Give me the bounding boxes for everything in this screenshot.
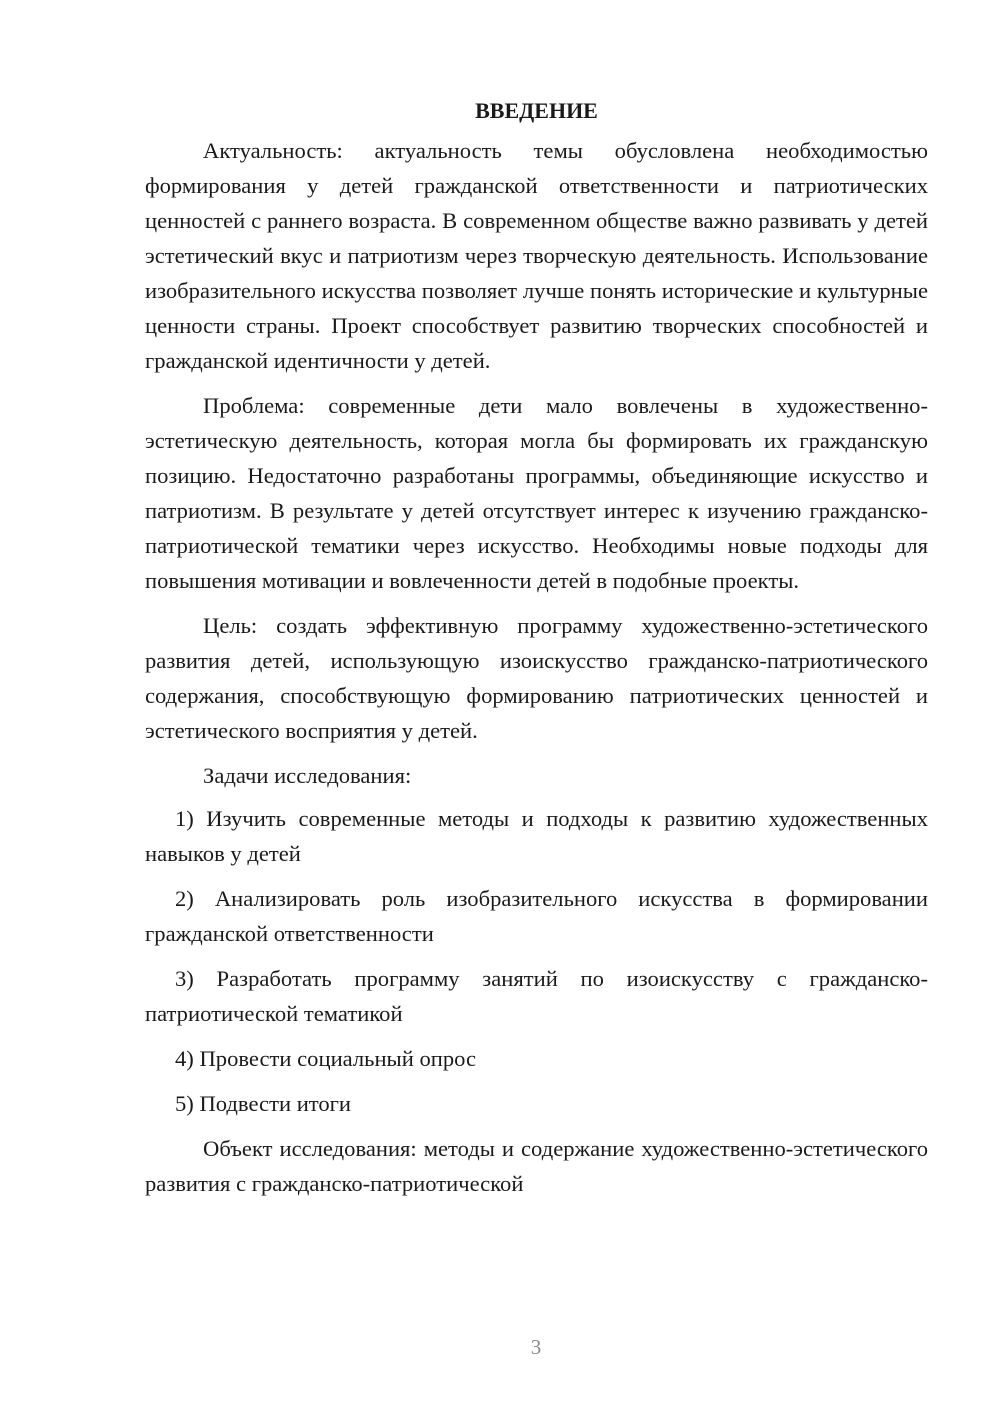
paragraph-problem: Проблема: современные дети мало вовлечены в художественно-эстетическую деятельность, которая могла бы формировать их гражданскую позицию. Недостаточно разработаны программы, объединяющие искусство и патриотизм. В результате у детей отсутствует интерес к изучению гражданско-патриотической тематики через искусство. Необходимы новые подходы для повышения мотивации и вовлеченности детей в подобные проекты. — [145, 393, 928, 593]
page-number: 3 — [530, 1335, 542, 1359]
task-item-2: 2) Анализировать роль изобразительного искусства в формировании гражданской ответственности — [145, 886, 928, 946]
paragraph-goal: Цель: создать эффективную программу художественно-эстетического развития детей, использующую изоискусство гражданско-патриотического содержания, способствующую формированию патриотических ценностей и эстетического восприятия у детей. — [145, 613, 928, 743]
paragraph-relevance: Актуальность: актуальность темы обусловлена необходимостью формирования у детей гражданской ответственности и патриотических ценностей с раннего возраста. В современном обществе важно развивать у детей эстетический вкус и патриотизм через творческую деятельность. Использование изобразительного искусства позволяет лучше понять исторические и культурные ценности страны. Проект способствует развитию творческих способностей и гражданской идентичности у детей. — [145, 138, 928, 373]
page-content — [145, 93, 928, 1201]
task-item-3: 3) Разработать программу занятий по изоискусству с гражданско-патриотической тематикой — [145, 966, 928, 1026]
task-item-4: 4) Провести социальный опрос — [175, 1046, 477, 1071]
section-heading: ВВЕДЕНИЕ — [475, 98, 598, 123]
task-item-5: 5) Подвести итоги — [175, 1091, 352, 1116]
tasks-heading: Задачи исследования: — [203, 763, 412, 788]
task-item-1: 1) Изучить современные методы и подходы к развитию художественных навыков у детей — [145, 806, 928, 866]
paragraph-object: Объект исследования: методы и содержание художественно-эстетического развития с гражданско-патриотической — [145, 1136, 928, 1196]
